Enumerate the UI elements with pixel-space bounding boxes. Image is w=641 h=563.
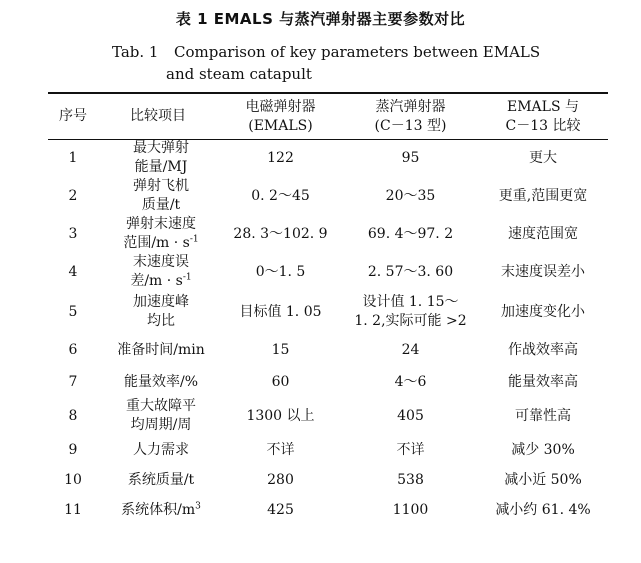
header-row bbox=[48, 94, 608, 139]
cell-steam: 2. 57～3. 60 bbox=[367, 263, 454, 280]
cell-item: 准备时间/min bbox=[117, 341, 205, 358]
table-row bbox=[48, 465, 608, 495]
cell-no: 6 bbox=[68, 341, 78, 358]
table-row bbox=[48, 495, 608, 525]
table-row bbox=[48, 397, 608, 435]
cell-emals: 425 bbox=[267, 501, 294, 518]
cell-item: 能量效率/% bbox=[123, 373, 199, 390]
table-title-cn: 表 1 EMALS 与蒸汽弹射器主要参数对比 bbox=[175, 10, 466, 28]
cell-item: 人力需求 bbox=[133, 441, 189, 458]
cell-steam: 不详 bbox=[396, 441, 425, 458]
table-row bbox=[48, 333, 608, 367]
cell-item: 弹射末速度 范围$/m \cdot s^{-1}$ bbox=[123, 216, 199, 251]
cell-no: 5 bbox=[68, 303, 78, 320]
cell-item: 加速度峰 均比 bbox=[133, 294, 189, 329]
cell-no: 2 bbox=[68, 187, 78, 204]
title-en-line2: and steam catapult bbox=[166, 65, 312, 83]
cell-compare: 速度范围宽 bbox=[508, 225, 578, 242]
cell-compare: 可靠性高 bbox=[515, 407, 571, 424]
table-row bbox=[48, 215, 608, 253]
cell-no: 1 bbox=[68, 149, 78, 166]
cell-emals: 不详 bbox=[266, 441, 295, 458]
parameter-table bbox=[48, 94, 608, 525]
cell-no: 7 bbox=[68, 373, 78, 390]
header-compare: EMALS 与 C－13 比较 bbox=[505, 98, 581, 134]
cell-compare: 减少 30% bbox=[511, 441, 575, 458]
cell-compare: 更重,范围更宽 bbox=[498, 187, 588, 204]
cell-compare: 末速度误差小 bbox=[501, 263, 585, 280]
header-no: 序号 bbox=[59, 108, 87, 124]
cell-compare: 减小近 50% bbox=[504, 471, 582, 488]
table-body bbox=[48, 139, 608, 525]
header-item: 比较项目 bbox=[130, 108, 186, 124]
cell-steam: 69. 4～97. 2 bbox=[367, 225, 454, 242]
table-title-en bbox=[112, 41, 552, 85]
table-row bbox=[48, 253, 608, 291]
cell-item: 最大弹射 能量/MJ bbox=[133, 140, 189, 175]
title-en-line1: Comparison of key parameters between EMALS bbox=[174, 43, 541, 61]
cell-emals: 122 bbox=[267, 149, 294, 166]
cell-emals: 0～1. 5 bbox=[255, 263, 306, 280]
cell-steam: 24 bbox=[401, 341, 420, 358]
cell-steam: 405 bbox=[397, 407, 424, 424]
cell-emals: 28. 3～102. 9 bbox=[233, 225, 328, 242]
cell-emals: 1300 以上 bbox=[246, 407, 315, 424]
table-row bbox=[48, 291, 608, 333]
cell-steam: 设计值 1. 15～ 1. 2,实际可能 >2 bbox=[354, 294, 467, 329]
cell-no: 4 bbox=[68, 263, 78, 280]
header-emals: 电磁弹射器 (EMALS) bbox=[245, 98, 316, 134]
cell-item: 弹射飞机 质量/t bbox=[133, 178, 189, 213]
cell-compare: 减小约 61. 4% bbox=[495, 501, 591, 518]
cell-item: 系统质量/t bbox=[127, 471, 195, 488]
cell-item: 末速度误 差$/m \cdot s^{-1}$ bbox=[130, 254, 192, 289]
cell-steam: 1100 bbox=[392, 501, 429, 518]
cell-no: 3 bbox=[68, 225, 78, 242]
cell-emals: 280 bbox=[267, 471, 294, 488]
cell-compare: 能量效率高 bbox=[508, 373, 578, 390]
cell-emals: 15 bbox=[271, 341, 290, 358]
table-row bbox=[48, 435, 608, 465]
cell-emals: 0. 2～45 bbox=[251, 187, 310, 204]
cell-steam: 538 bbox=[397, 471, 424, 488]
table-number: Tab. 1 bbox=[112, 43, 159, 61]
cell-steam: 4～6 bbox=[394, 373, 427, 390]
cell-no: 9 bbox=[68, 441, 78, 458]
cell-item: 重大故障平 均周期/周 bbox=[126, 398, 196, 433]
cell-compare: 作战效率高 bbox=[508, 341, 578, 358]
cell-no: 11 bbox=[64, 501, 82, 518]
cell-compare: 加速度变化小 bbox=[501, 303, 585, 320]
cell-emals: 60 bbox=[271, 373, 290, 390]
cell-no: 10 bbox=[64, 471, 82, 488]
table-row bbox=[48, 139, 608, 177]
cell-no: 8 bbox=[68, 407, 78, 424]
cell-compare: 更大 bbox=[529, 149, 557, 166]
cell-item: 系统体积$/m^3$ bbox=[121, 500, 201, 518]
header-steam: 蒸汽弹射器 (C－13 型) bbox=[374, 98, 447, 134]
cell-steam: 95 bbox=[401, 149, 420, 166]
cell-emals: 目标值 1. 05 bbox=[239, 303, 322, 320]
table-row bbox=[48, 177, 608, 215]
table-row bbox=[48, 367, 608, 397]
cell-steam: 20～35 bbox=[385, 187, 436, 204]
